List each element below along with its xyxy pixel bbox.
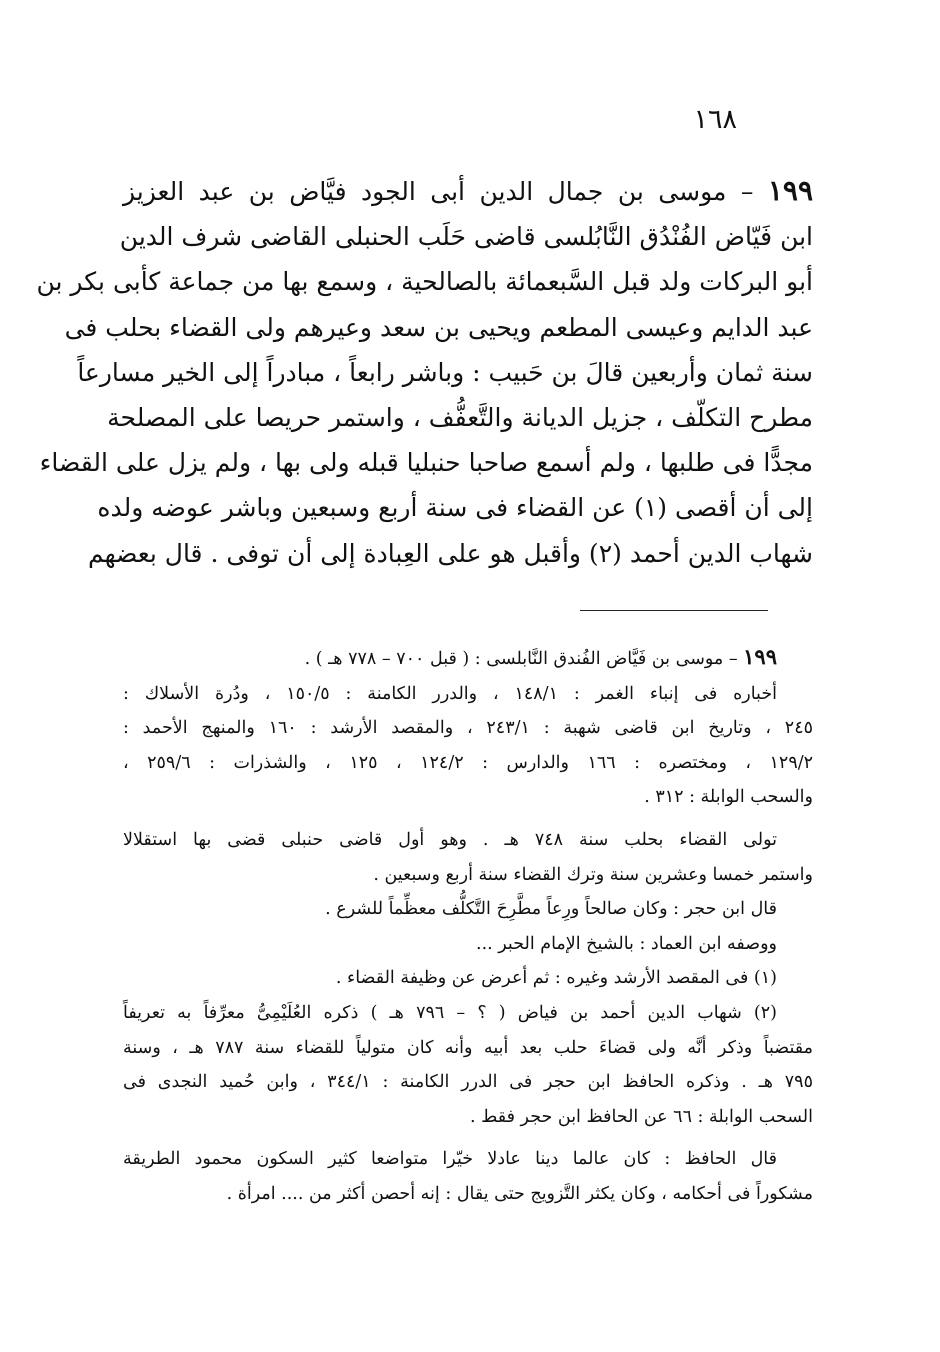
footnote-divider: [580, 610, 768, 611]
sources-line: أخباره فى إنباء الغمر : ١٤٨/١ ، والدرر الكامنة : ١٥٠/٥ ، ودُرة الأسلاك :: [123, 683, 777, 704]
entry-number: ١٩٩: [767, 174, 813, 207]
bio-line: واستمر خمسا وعشرين سنة وترك القضاء سنة أربع وسبعين .: [373, 864, 813, 885]
main-line: ابن فَيّاض الفُنْدُق النَّابُلسى قاضى حَلَب الحنبلى القاضى شرف الدين: [119, 222, 813, 252]
page-number: ١٦٨: [693, 104, 737, 135]
main-line-text: – موسى بن جمال الدين أبى الجود فيَّاض بن عبد العزيز: [123, 177, 768, 206]
main-line: إلى أن أقصى (١) عن القضاء فى سنة أربع وسبعين وباشر عوضه ولده: [97, 493, 813, 523]
main-line: مجدًّا فى طلبها ، ولم أسمع صاحبا حنبليا قبله ولى بها ، ولم يزل على القضاء: [39, 448, 813, 478]
footnote-2-line: (٢) شهاب الدين أحمد بن فياض ( ؟ – ٧٩٦ هـ ) ذكره العُلَيْمِىُّ معرِّفاً به تعريفاً: [123, 1002, 777, 1023]
note-entry-number: ١٩٩: [743, 644, 777, 669]
footnote-1: (١) فى المقصد الأرشد وغيره : ثم أعرض عن وظيفة القضاء .: [335, 968, 777, 989]
note-header: [123, 640, 813, 677]
hafiz-line: قال الحافظ : كان عالما دينا عادلا خيّرا متواضعا كثير السكون محمود الطريقة: [123, 1149, 777, 1170]
main-text: [36, 168, 813, 576]
sources-line: ١٢٩/٢ ، ومختصره : ١٦٦ والدارس : ١٢٤/٢ ، ١٢٥ ، والشذرات : ٢٥٩/٦ ،: [123, 752, 814, 773]
hafiz-line: مشكوراً فى أحكامه ، وكان يكثر التَّزويج حتى يقال : إنه أحصن أكثر من .... امرأة .: [226, 1183, 813, 1204]
note-header-text: – موسى بن فَيَّاض الفُندق النَّابلسى : ( قبل ٧٠٠ – ٧٧٨ هـ ) .: [304, 649, 744, 669]
footnote-2-line: مقتضباً وذكر أنَّه ولى قضاءَ حلب بعد أبيه وأنه كان متولياً للقضاء سنة ٧٨٧ هـ ، وسنة: [123, 1037, 813, 1058]
footnote-2-line: ٧٩٥ هـ . وذكره الحافظ ابن حجر فى الدرر الكامنة : ٣٤٤/١ ، وابن حُميد النجدى فى: [123, 1072, 813, 1093]
main-line: [123, 168, 813, 214]
footnote-2-line: السحب الوابلة : ٦٦ عن الحافظ ابن حجر فقط .: [470, 1106, 813, 1127]
main-line: عبد الدايم وعيسى المطعم ويحيى بن سعد وعيرهم ولى القضاء بحلب فى: [64, 312, 813, 342]
quote-ibn-al-imad: ووصفه ابن العماد : بالشيخ الإمام الحبر ...: [476, 933, 777, 954]
quote-ibn-hajar: قال ابن حجر : وكان صالحاً ورِعاً مطَّرِحَ التَّكلُّف معظِّماً للشرع .: [325, 899, 777, 920]
main-line: شهاب الدين أحمد (٢) وأقبل هو على العِبادة إلى أن توفى . قال بعضهم: [87, 538, 813, 568]
footnotes: [123, 640, 813, 1212]
main-line: أبو البركات ولد قبل السَّبعمائة بالصالحية ، وسمع بها من جماعة كأبى بكر بن: [36, 267, 813, 297]
bio-line: تولى القضاء بحلب سنة ٧٤٨ هـ . وهو أول قاضى حنبلى قضى بها استقلالا: [123, 829, 777, 850]
main-line: مطرح التكلّف ، جزيل الديانة والتَّعفُّف ، واستمر حريصا على المصلحة: [107, 403, 813, 433]
sources-line: ٢٤٥ ، وتاريخ ابن قاضى شهبة : ٢٤٣/١ ، والمقصد الأرشد : ١٦٠ والمنهج الأحمد :: [123, 718, 813, 739]
main-line: سنة ثمان وأربعين قالَ بن حَبيب : وباشر رابعاً ، مبادراً إلى الخير مسارعاً: [77, 357, 813, 387]
sources-line: والسحب الوابلة : ٣١٢ .: [644, 787, 813, 808]
